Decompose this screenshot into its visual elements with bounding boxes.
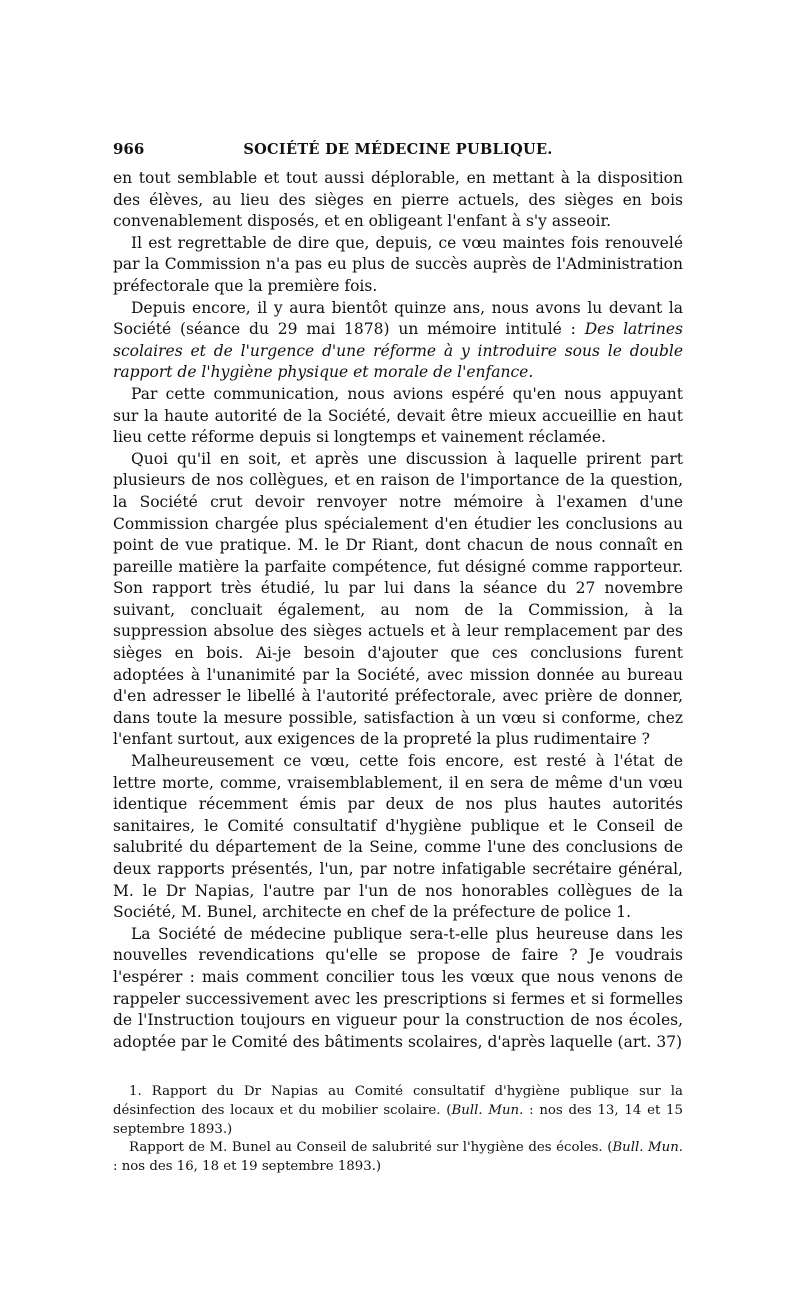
body-text	[113, 168, 683, 1053]
paragraph-4: Par cette communication, nous avions espéré qu'en nous appuyant sur la haute autorité de la Société, devait être mieux accueillie en haut lieu cette réforme depuis si longtemps et vainement réclamée.	[113, 384, 683, 447]
page-number: 966	[113, 140, 145, 158]
footnote-2-tail: : nos des 16, 18 et 19 septembre 1893.)	[113, 1158, 382, 1174]
footnotes	[113, 1083, 683, 1176]
paragraph-7: La Société de médecine publique sera-t-elle plus heureuse dans les nouvelles revendications qu'elle se propose de faire ? Je voudrais l'espérer : mais comment concilier tous les vœux que nous venons de rappeler successivement avec les prescriptions si fermes et si formelles de l'Instruction toujours en vigueur pour la construction de nos écoles, adoptée par le Comité des bâtiments scolaires, d'après laquelle (art. 37)	[113, 924, 683, 1051]
footnote-1	[113, 1083, 683, 1139]
paragraph-3-text: Depuis encore, il y aura bientôt quinze ans, nous avons lu devant la Société (séance du 29 mai 1878) un mémoire intitulé :	[113, 298, 683, 339]
page-header	[113, 140, 683, 158]
footnote-2-text: Rapport de M. Bunel au Conseil de salubrité sur l'hygiène des écoles. (	[129, 1140, 613, 1156]
running-title: SOCIÉTÉ DE MÉDECINE PUBLIQUE.	[243, 141, 553, 158]
book-page	[113, 140, 683, 1176]
paragraph-5: Quoi qu'il en soit, et après une discussion à laquelle prirent part plusieurs de nos collègues, et en raison de l'importance de la question, la Société crut devoir renvoyer notre mémoire à l'examen d'une Commission chargée plus spécialement d'en étudier les conclusions au point de vue pratique. M. le Dr Riant, dont chacun de nous connaît en pareille matière la parfaite compétence, fut désigné comme rapporteur. Son rapport très étudié, lu par lui dans la séance du 27 novembre suivant, concluait également, au nom de la Commission, à la suppression absolue des sièges actuels et à leur remplacement par des sièges en bois. Ai-je besoin d'ajouter que ces conclusions furent adoptées à l'unanimité par la Société, avec mission donnée au bureau d'en adresser le libellé à l'autorité préfectorale, avec prière de donner, dans toute la mesure possible, satisfaction à un vœu si conforme, chez l'enfant surtout, aux exigences de la propreté la plus rudimentaire ?	[113, 449, 683, 749]
paragraph-3	[113, 298, 683, 384]
paragraph-1: en tout semblable et tout aussi déplorable, en mettant à la disposition des élèves, au lieu des sièges en pierre actuels, des sièges en bois convenablement disposés, et en obligeant l'enfant à s'y asseoir.	[113, 169, 683, 231]
footnote-1-journal: Bull. Mun.	[451, 1102, 524, 1118]
memoir-title: Des latrines scolaires et de l'urgence d'une réforme à y introduire sous le double rapport de l'hygiène physique et morale de l'enfance.	[113, 320, 683, 382]
footnote-1-text: 1. Rapport du Dr Napias au Comité consultatif d'hygiène publique sur la désinfection des locaux et du mobilier scolaire. (	[113, 1084, 683, 1118]
paragraph-6: Malheureusement ce vœu, cette fois encore, est resté à l'état de lettre morte, comme, vraisemblablement, il en sera de même d'un vœu identique récemment émis par deux de nos plus hautes autorités sanitaires, le Comité consultatif d'hygiène publique et le Conseil de salubrité du département de la Seine, comme l'une des conclusions de deux rapports présentés, l'un, par notre infatigable secrétaire général, M. le Dr Napias, l'autre par l'un de nos honorables collègues de la Société, M. Bunel, architecte en chef de la préfecture de police 1.	[113, 752, 683, 922]
paragraph-2: Il est regrettable de dire que, depuis, ce vœu maintes fois renouvelé par la Commission n'a pas eu plus de succès auprès de l'Administration préfectorale que la première fois.	[113, 233, 683, 295]
footnote-2	[113, 1139, 683, 1176]
footnote-2-journal: Bull. Mun.	[612, 1140, 683, 1156]
footnote-1-tail: : nos des 13, 14 et 15 septembre 1893.)	[113, 1102, 683, 1137]
